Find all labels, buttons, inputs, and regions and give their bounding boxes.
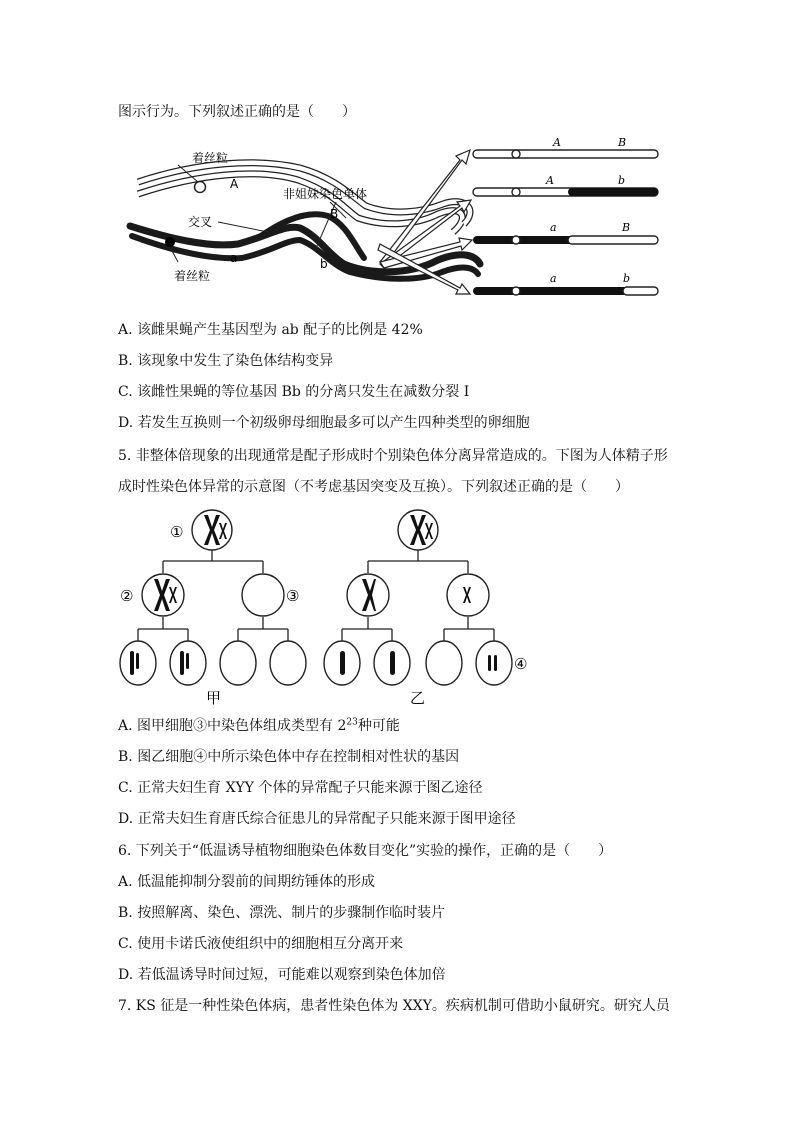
mark-3: ③ [286,587,300,605]
bar4-gene-right: b [623,272,631,285]
bar2-gene-right: b [618,174,626,187]
crossing-over-figure [118,132,678,304]
label-gene-a: a [230,251,238,265]
chromatid-Ab [473,188,658,196]
label-centromere-top: 着丝粒 [192,151,229,165]
q6-option-d: D. 若低温诱导时间过短，可能难以观察到染色体加倍 [118,967,446,983]
label-centromere-bottom: 着丝粒 [174,269,211,283]
centromere-dark [165,237,175,247]
q4-option-c: C. 该雌性果蝇的等位基因 Bb 的分离只发生在减数分裂 I [118,384,470,400]
label-gene-B: B [330,207,339,221]
q5-option-c: C. 正常夫妇生育 XYY 个体的异常配子只能来源于图乙途径 [118,780,483,796]
q5-option-b: B. 图乙细胞④中所示染色体中存在控制相对性状的基因 [118,749,460,765]
mark-2: ② [120,587,134,605]
label-yi: 乙 [410,689,426,707]
mark-1: ① [170,523,184,541]
q4-option-b: B. 该现象中发生了染色体结构变异 [118,353,334,369]
q7-stem: 7. KS 征是一种性染色体病，患者性染色体为 XXY。疾病机制可借助小鼠研究。研究人员 [118,998,670,1014]
lineage-lines [138,550,494,641]
bar1-gene-left: A [553,136,561,149]
label-nonsister: 非姐妹染色单体 [283,187,368,201]
q4-option-a: A. 该雌果蝇产生基因型为 ab 配子的比例是 42% [118,322,423,338]
bar3-gene-left: a [550,221,557,234]
centromere-light [195,182,206,193]
bar3-gene-right: B [622,221,631,234]
meiosis-figure [118,505,538,710]
q6-stem: 6. 下列关于“低温诱导植物细胞染色体数目变化”实验的操作，正确的是（ ） [118,843,613,859]
q5-option-a: A. 图甲细胞③中染色体组成类型有 $2^{23}$种可能 [118,717,400,734]
bar4-gene-left: a [550,272,557,285]
label-jia: 甲 [206,689,222,707]
chromatid-aB [473,236,658,244]
mark-4: ④ [514,655,528,673]
q4-option-d: D. 若发生互换则一个初级卵母细胞最多可以产生四种类型的卵细胞 [118,415,530,431]
q5-stem-line1: 5. 非整体倍现象的出现通常是配子形成时个别染色体分离异常造成的。下图为人体精子形 [118,448,668,464]
q6-option-a: A. 低温能抑制分裂前的间期纺锤体的形成 [118,874,376,890]
bar2-gene-left: A [546,174,554,187]
q5-stem-line2: 成时性染色体异常的示意图（不考虑基因突变及互换）。下列叙述正确的是（ ） [118,479,629,495]
chromatid-ab [473,287,658,295]
q6-option-b: B. 按照解离、染色、漂洗、制片的步骤制作临时装片 [118,905,446,921]
chromatid-AB [473,150,658,158]
label-gene-A: A [230,177,239,191]
q4-stem-end: 图示行为。下列叙述正确的是（ ） [118,104,356,120]
bar1-gene-right: B [618,136,627,149]
q5-option-d: D. 正常夫妇生育唐氏综合征患儿的异常配子只能来源于图甲途径 [118,811,516,827]
label-cross: 交叉 [188,215,213,229]
label-gene-b: b [320,257,328,271]
q6-option-c: C. 使用卡诺氏液使组织中的细胞相互分离开来 [118,936,404,952]
